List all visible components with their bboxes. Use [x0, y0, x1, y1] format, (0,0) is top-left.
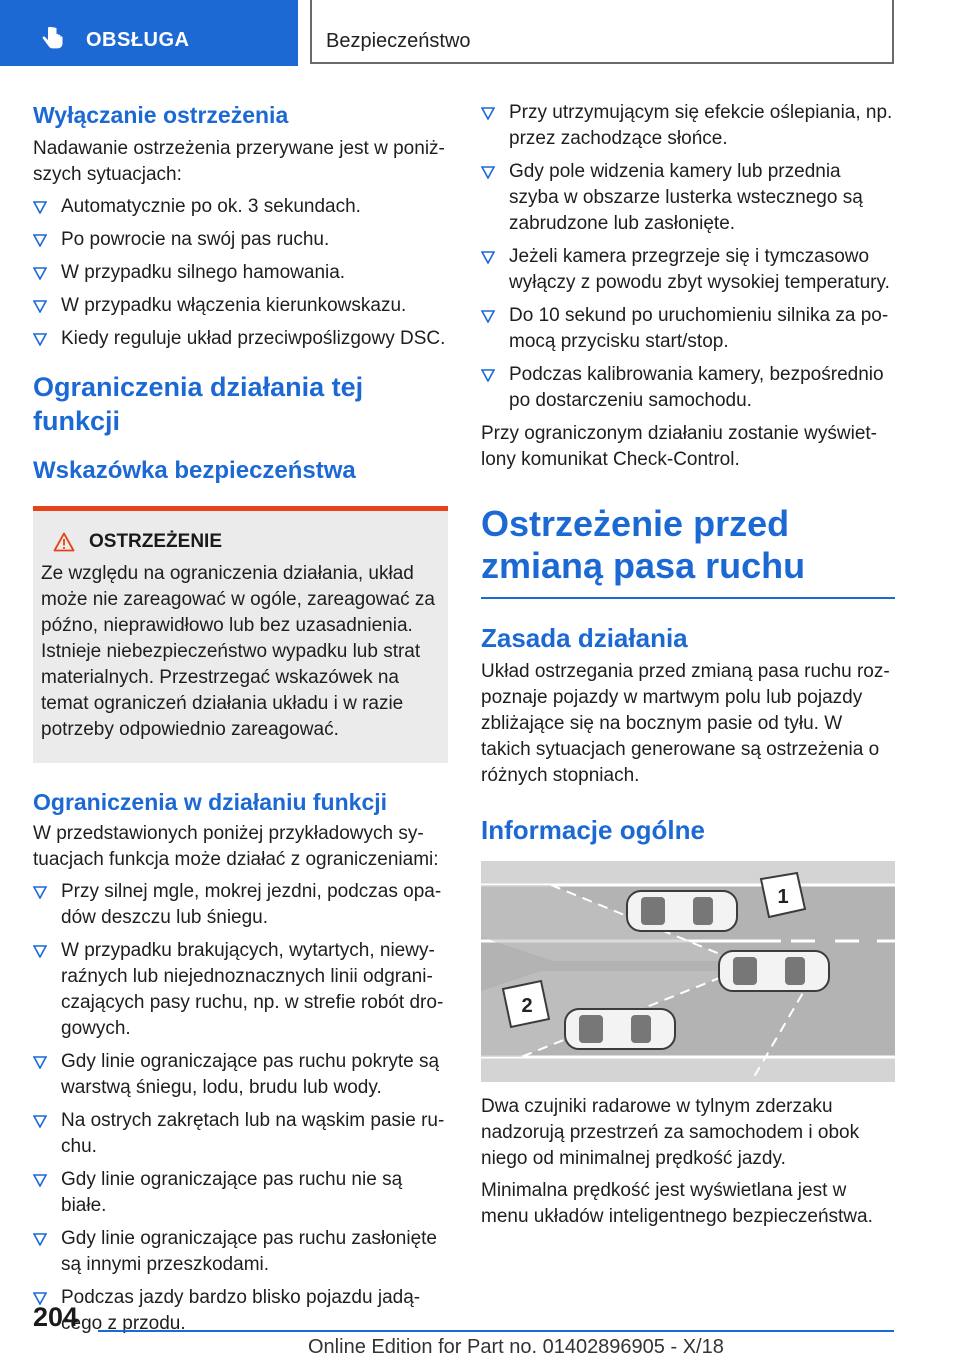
section-title-limits: Ograniczenia działania tej funkcji	[33, 372, 364, 436]
list-item: Przy silnej mgle, mokrej jezdni, podczas opadów deszczu lub śniegu.	[33, 879, 448, 931]
car-icon	[627, 891, 737, 931]
bullet-list	[481, 100, 895, 414]
section-title-general: Informacje ogólne	[481, 815, 705, 845]
chapter-header	[310, 0, 894, 64]
section-label: OBSŁUGA	[86, 29, 190, 51]
list-item: Po powrocie na swój pas ruchu.	[33, 227, 448, 253]
list-item: Gdy pole widzenia kamery lub przednia szyba w obszarze lusterka wstecznego są zabrudzone lub zasłonięte.	[481, 159, 895, 237]
chapter-title: Bezpieczeństwo	[326, 30, 471, 52]
car-icon	[565, 1009, 675, 1049]
list-item: W przypadku brakujących, wytartych, niewyraźnych lub niejednoznacznych linii odgraniczających pasy ruchu, np. w strefie robót drogowych.	[33, 938, 448, 1042]
chapter-heading: Ostrzeżenie przed zmianą pasa ruchu	[481, 503, 806, 586]
triangle-bullet-icon	[481, 369, 495, 382]
marker-1	[761, 873, 805, 917]
marker-2	[503, 981, 549, 1027]
triangle-bullet-icon	[33, 267, 47, 280]
right-column	[481, 100, 895, 1236]
chapter-heading-block	[481, 503, 895, 599]
list-item: Gdy linie ograniczające pas ruchu nie są białe.	[33, 1167, 448, 1219]
section-tab	[0, 0, 298, 66]
list-item: Jeżeli kamera przegrzeje się i tymczasowo wyłączy z powodu zbyt wysokiej temperatury.	[481, 244, 895, 296]
warning-title: OSTRZEŻENIE	[89, 531, 223, 552]
bullet-list	[33, 879, 448, 1337]
triangle-bullet-icon	[33, 333, 47, 346]
section-title-function-limits: Ograniczenia w działaniu funkcji	[33, 789, 388, 815]
warning-box	[33, 506, 448, 763]
triangle-bullet-icon	[33, 1233, 47, 1246]
triangle-bullet-icon	[481, 166, 495, 179]
marker-label-1: 1	[777, 886, 789, 908]
car-icon	[719, 951, 829, 991]
triangle-bullet-icon	[33, 300, 47, 313]
marker-label-2: 2	[521, 995, 533, 1017]
triangle-bullet-icon	[33, 201, 47, 214]
lane-change-illustration	[481, 861, 895, 1082]
triangle-bullet-icon	[33, 1174, 47, 1187]
warning-triangle-icon	[53, 532, 75, 552]
section-title-disable-warning: Wyłączanie ostrzeżenia	[33, 102, 289, 128]
triangle-bullet-icon	[33, 1056, 47, 1069]
left-column	[33, 100, 448, 1344]
triangle-bullet-icon	[33, 945, 47, 958]
list-item: Podczas kalibrowania kamery, bezpośrednio po dostarczeniu samochodu.	[481, 362, 895, 414]
list-item: Gdy linie ograniczające pas ruchu pokryte są warstwą śniegu, lodu, brudu lub wody.	[33, 1049, 448, 1101]
paragraph: W przedstawionych poniżej przykładowych sytuacjach funkcja może działać z ograniczeniami:	[33, 823, 439, 870]
list-item: Do 10 sekund po uruchomieniu silnika za pomocą przycisku start/stop.	[481, 303, 895, 355]
paragraph: Dwa czujniki radarowe w tylnym zderzaku nadzorują przestrzeń za samochodem i obok niego od minimalnej prędkość jazdy.	[481, 1096, 860, 1169]
bullet-list	[33, 194, 448, 352]
triangle-bullet-icon	[33, 1115, 47, 1128]
illustration-svg	[481, 861, 895, 1082]
list-item: W przypadku silnego hamowania.	[33, 260, 448, 286]
triangle-bullet-icon	[33, 234, 47, 247]
list-item: Na ostrych zakrętach lub na wąskim pasie ruchu.	[33, 1108, 448, 1160]
list-item: Podczas jazdy bardzo blisko pojazdu jadącego z przodu.	[33, 1285, 448, 1337]
list-item: Kiedy reguluje układ przeciwpoślizgowy DSC.	[33, 326, 448, 352]
triangle-bullet-icon	[481, 251, 495, 264]
list-item: Gdy linie ograniczające pas ruchu zasłonięte są innymi przeszkodami.	[33, 1226, 448, 1278]
warning-header	[41, 531, 440, 553]
section-title-principle: Zasada działania	[481, 623, 688, 653]
triangle-bullet-icon	[481, 310, 495, 323]
page-number: 204	[33, 1302, 79, 1332]
list-item: W przypadku włączenia kierunkowskazu.	[33, 293, 448, 319]
warning-text: Ze względu na ograniczenia działania, układ może nie zareagować w ogóle, zareagować za późno, nieprawidłowo lub bez uzasadnienia. Istnieje niebezpieczeństwo wypadku lub strat materialnych. Przestrzegać wskazówek na temat ograniczeń działania układu i w razie potrzeby odpowiednio zareagować.	[41, 563, 435, 740]
paragraph: Minimalna prędkość jest wyświetlana jest w menu układów inteligentnego bezpieczeństwa.	[481, 1180, 873, 1227]
paragraph: Układ ostrzegania przed zmianą pasa ruchu rozpoznaje pojazdy w martwym polu lub pojazdy zbliżające się na bocznym pasie od tyłu. W takich sytuacjach generowane są ostrzeżenia o różnych stopniach.	[481, 661, 890, 786]
paragraph: Przy ograniczonym działaniu zostanie wyświetlony komunikat Check-Control.	[481, 423, 877, 470]
list-item: Automatycznie po ok. 3 sekundach.	[33, 194, 448, 220]
section-title-safety-note: Wskazówka bezpieczeństwa	[33, 457, 356, 484]
footer-divider	[98, 1330, 894, 1332]
list-item: Przy utrzymującym się efekcie oślepiania, np. przez zachodzące słońce.	[481, 100, 895, 152]
edition-text: Online Edition for Part no. 01402896905 - X/18	[308, 1336, 724, 1358]
triangle-bullet-icon	[481, 107, 495, 120]
triangle-bullet-icon	[33, 886, 47, 899]
hand-pointer-icon	[40, 26, 66, 52]
paragraph: Nadawanie ostrzeżenia przerywane jest w poniższych sytuacjach:	[33, 138, 445, 185]
